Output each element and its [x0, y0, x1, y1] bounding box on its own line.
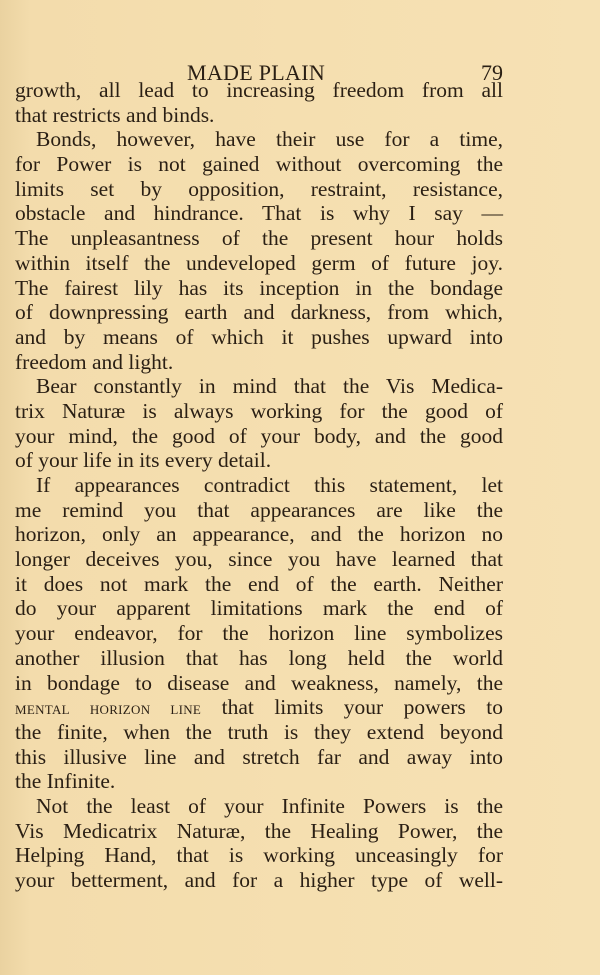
text-line: the finite, when the truth is they extend beyond — [15, 719, 503, 744]
text-line: another illusion that has long held the world — [15, 645, 503, 670]
paragraph — [15, 374, 503, 473]
text-line: within itself the undeveloped germ of future joy. — [15, 250, 503, 275]
text-line: The fairest lily has its inception in the bondage — [15, 275, 503, 300]
text-line: growth, all lead to increasing freedom from all — [15, 78, 503, 102]
paragraph — [15, 127, 503, 374]
small-caps-phrase: mental horizon line — [15, 698, 202, 719]
text-line: longer deceives you, since you have learned that — [15, 547, 503, 572]
text-line: it does not mark the end of the earth. Neither — [15, 571, 503, 596]
text-line: that restricts and binds. — [15, 102, 215, 127]
text-line: and by means of which it pushes upward into — [15, 324, 503, 349]
text-line: do your apparent limitations mark the end of — [15, 596, 503, 621]
text-line: the Infinite. — [15, 769, 116, 794]
text-line: for Power is not gained without overcoming the — [15, 152, 503, 177]
text-line: trix Naturæ is always working for the good of — [15, 398, 503, 423]
text-line: obstacle and hindrance. That is why I say — — [15, 201, 503, 226]
text-line: limits set by opposition, restraint, resistance, — [15, 176, 503, 201]
text-line: The unpleasantness of the present hour holds — [15, 226, 503, 251]
text-line: Vis Medicatrix Naturæ, the Healing Power, the — [15, 818, 503, 843]
text-line: of your life in its every detail. — [15, 448, 272, 473]
page-number: 79 — [481, 60, 503, 85]
running-title: MADE PLAIN — [187, 60, 326, 85]
text-line: your mind, the good of your body, and the good — [15, 423, 503, 448]
text-line: your endeavor, for the horizon line symbolizes — [15, 621, 503, 646]
paragraph — [15, 78, 503, 127]
text-line: me remind you that appearances are like the — [15, 497, 503, 522]
paragraph — [15, 473, 503, 794]
paragraph — [15, 794, 503, 893]
text-line: Bear constantly in mind that the Vis Medica- — [36, 374, 503, 399]
text-line: freedom and light. — [15, 349, 174, 374]
text-line: horizon, only an appearance, and the horizon no — [15, 522, 503, 547]
text-line: If appearances contradict this statement, let — [36, 473, 503, 497]
text-line: this illusive line and stretch far and away into — [15, 744, 503, 769]
text-line: in bondage to disease and weakness, namely, the — [15, 670, 503, 695]
text-line: Helping Hand, that is working unceasingly for — [15, 843, 503, 868]
text-line — [15, 695, 503, 720]
text-line: your betterment, and for a higher type of well- — [15, 868, 503, 892]
text-line: Not the least of your Infinite Powers is the — [36, 793, 503, 818]
body-text — [15, 78, 503, 893]
text-segment: that limits your powers to — [201, 695, 503, 720]
text-line: Bonds, however, have their use for a time, — [36, 127, 503, 152]
text-line: of downpressing earth and darkness, from which, — [15, 300, 503, 325]
